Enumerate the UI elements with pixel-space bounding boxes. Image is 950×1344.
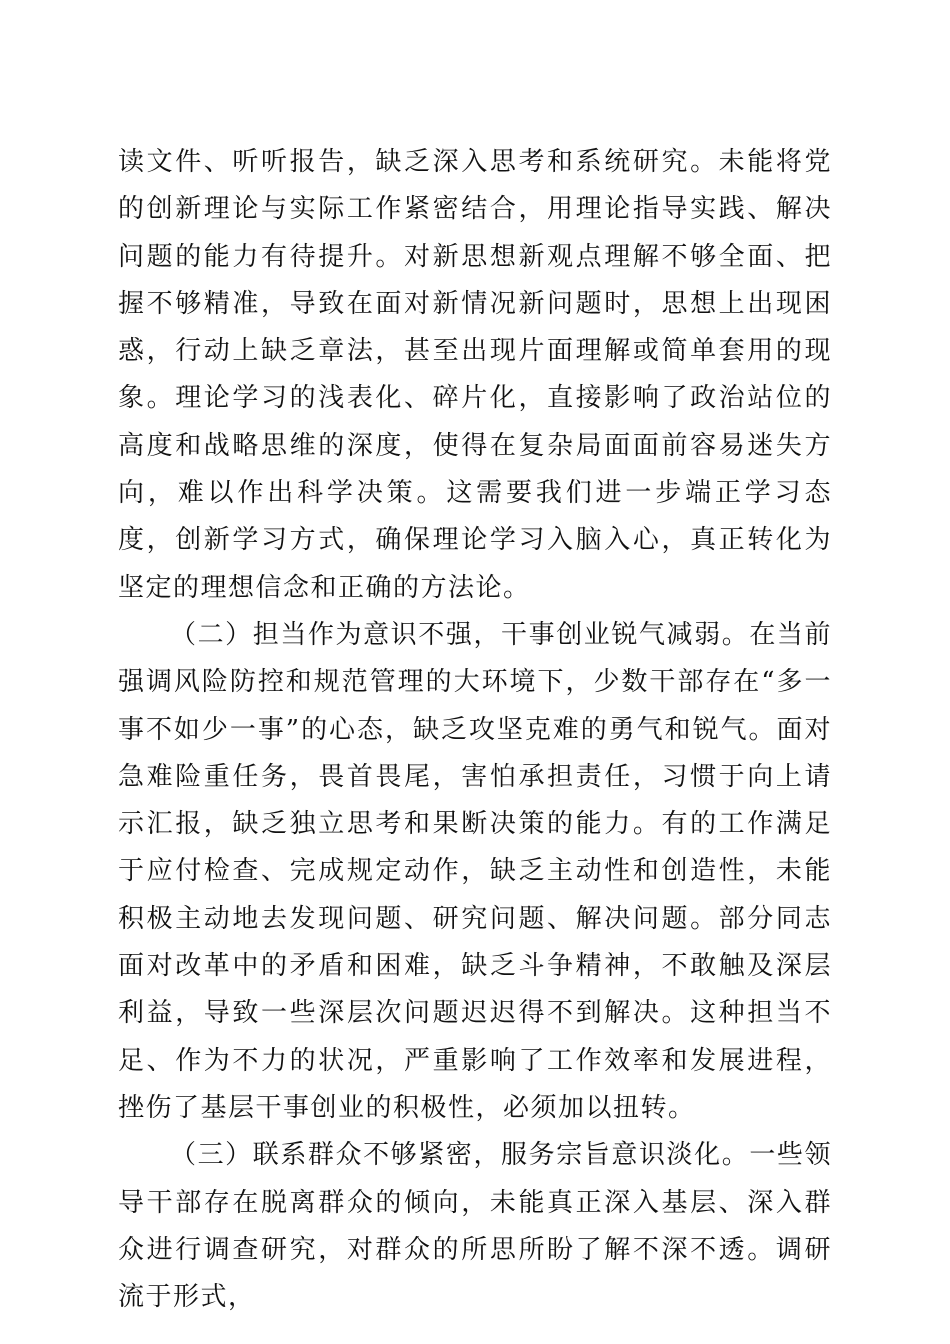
paragraph-section-2 — [118, 612, 832, 1132]
paragraph-section-3 — [118, 1132, 832, 1321]
section-heading: （二）担当作为意识不强，干事创业锐气减弱。 — [170, 619, 750, 650]
paragraph-text: 在当前强调风险防控和规范管理的大环境下，少数干部存在“多一事不如少一事”的心态，缺乏攻坚克难的勇气和锐气。面对急难险重任务，畏首畏尾，害怕承担责任，习惯于向上请示汇报，缺乏独立思考和果断决策的能力。有的工作满足于应付检查、完成规定动作，缺乏主动性和创造性，未能积极主动地去发现问题、研究问题、解决问题。部分同志面对改革中的矛盾和困难，缺乏斗争精神，不敢触及深层利益，导致一些深层次问题迟迟得不到解决。这种担当不足、作为不力的状况，严重影响了工作效率和发展进程，挫伤了基层干事创业的积极性，必须加以扭转。 — [118, 619, 832, 1123]
paragraph-text: 读文件、听听报告，缺乏深入思考和系统研究。未能将党的创新理论与实际工作紧密结合，用理论指导实践、解决问题的能力有待提升。对新思想新观点理解不够全面、把握不够精准，导致在面对新情况新问题时，思想上出现困惑，行动上缺乏章法，甚至出现片面理解或简单套用的现象。理论学习的浅表化、碎片化，直接影响了政治站位的高度和战略思维的深度，使得在复杂局面面前容易迷失方向，难以作出科学决策。这需要我们进一步端正学习态度，创新学习方式，确保理论学习入脑入心，真正转化为坚定的理想信念和正确的方法论。 — [118, 147, 832, 603]
section-heading: （三）联系群众不够紧密，服务宗旨意识淡化。 — [170, 1140, 750, 1171]
document-page — [118, 139, 832, 1321]
paragraph-text: 一些领导干部存在脱离群众的倾向，未能真正深入基层、深入群众进行调查研究，对群众的所思所盼了解不深不透。调研流于形式， — [118, 1140, 832, 1313]
paragraph-continuation — [118, 139, 832, 612]
